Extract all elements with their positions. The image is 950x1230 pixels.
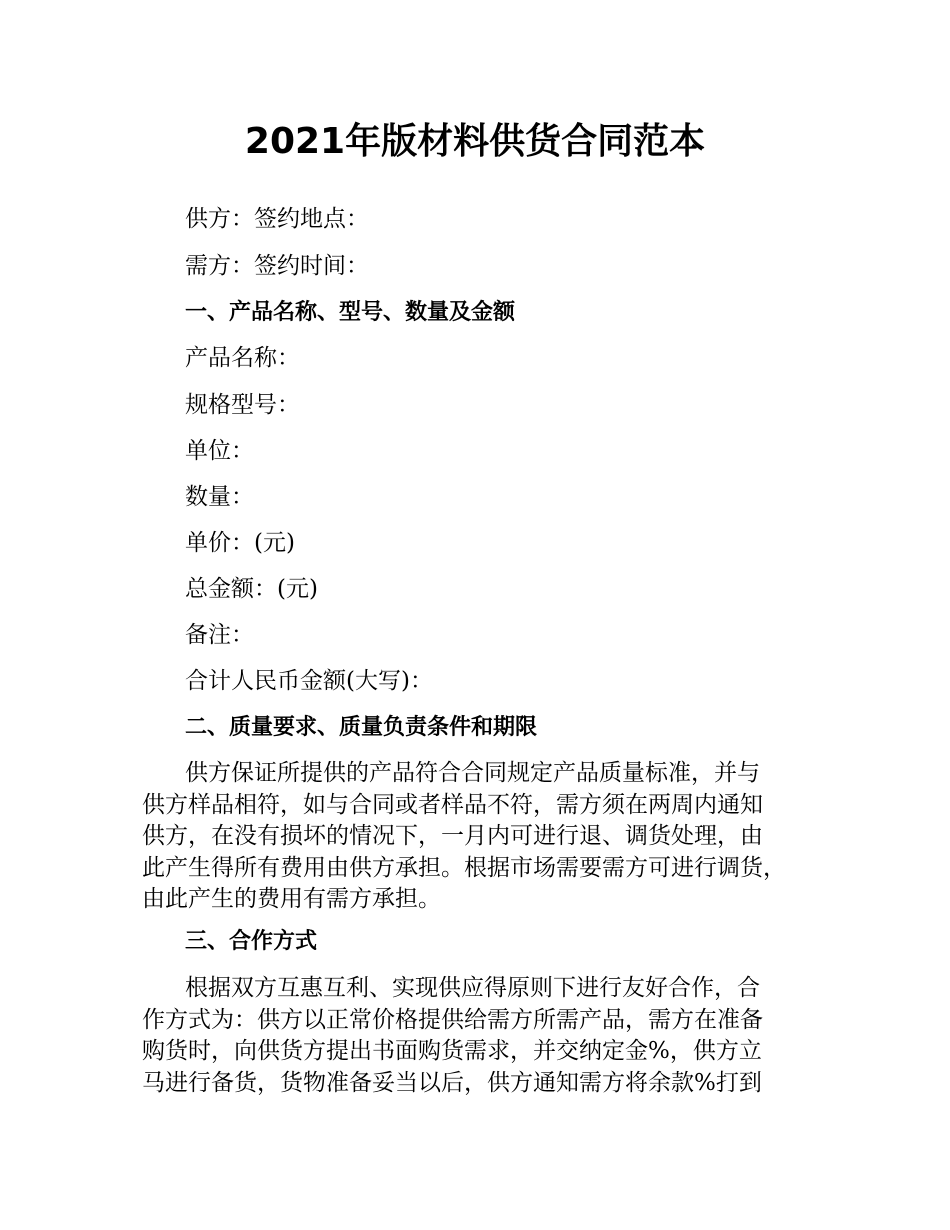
quantity-field: 数量： (185, 484, 254, 510)
paragraph-line: 由此产生的费用有需方承担。 (142, 886, 441, 912)
section-2-paragraph (142, 758, 832, 916)
paragraph-line: 供方样品相符，如与合同或者样品不符，需方须在两周内通知 (142, 791, 763, 818)
unit-field: 单位： (185, 438, 254, 464)
model-spec-field: 规格型号： (185, 392, 300, 418)
paragraph-line: 根据双方互惠互利、实现供应得原则下进行友好合作，合 (185, 975, 760, 1001)
total-amount-field: 总金额：(元) (185, 576, 318, 602)
paragraph-line: 马进行备货，货物准备妥当以后，供方通知需方将余款%打到 (142, 1069, 762, 1096)
product-name-field: 产品名称： (185, 345, 300, 371)
document-title: 2021年版材料供货合同范本 (244, 121, 706, 162)
section-3-heading: 三、合作方式 (185, 929, 318, 954)
paragraph-line: 供方，在没有损坏的情况下，一月内可进行退、调货处理，由 (142, 823, 763, 849)
paragraph-line: 供方保证所提供的产品符合合同规定产品质量标准，并与 (185, 760, 760, 786)
section-1-heading: 一、产品名称、型号、数量及金额 (185, 300, 516, 325)
section-3-paragraph (142, 973, 832, 1099)
supplier-signing-place-field: 供方：签约地点： (185, 206, 369, 232)
section-2-heading: 二、质量要求、质量负责条件和期限 (185, 715, 538, 740)
unit-price-field: 单价：(元) (185, 530, 295, 556)
paragraph-line: 作方式为：供方以正常价格提供给需方所需产品，需方在准备 (142, 1006, 763, 1033)
paragraph-line: 此产生得所有费用由供方承担。根据市场需要需方可进行调货， (142, 854, 786, 881)
paragraph-line: 购货时，向供货方提出书面购货需求，并交纳定金%，供方立 (142, 1038, 762, 1064)
buyer-signing-time-field: 需方：签约时间： (185, 253, 369, 279)
total-rmb-uppercase-field: 合计人民币金额(大写)： (185, 668, 433, 694)
remarks-field: 备注： (185, 622, 254, 648)
